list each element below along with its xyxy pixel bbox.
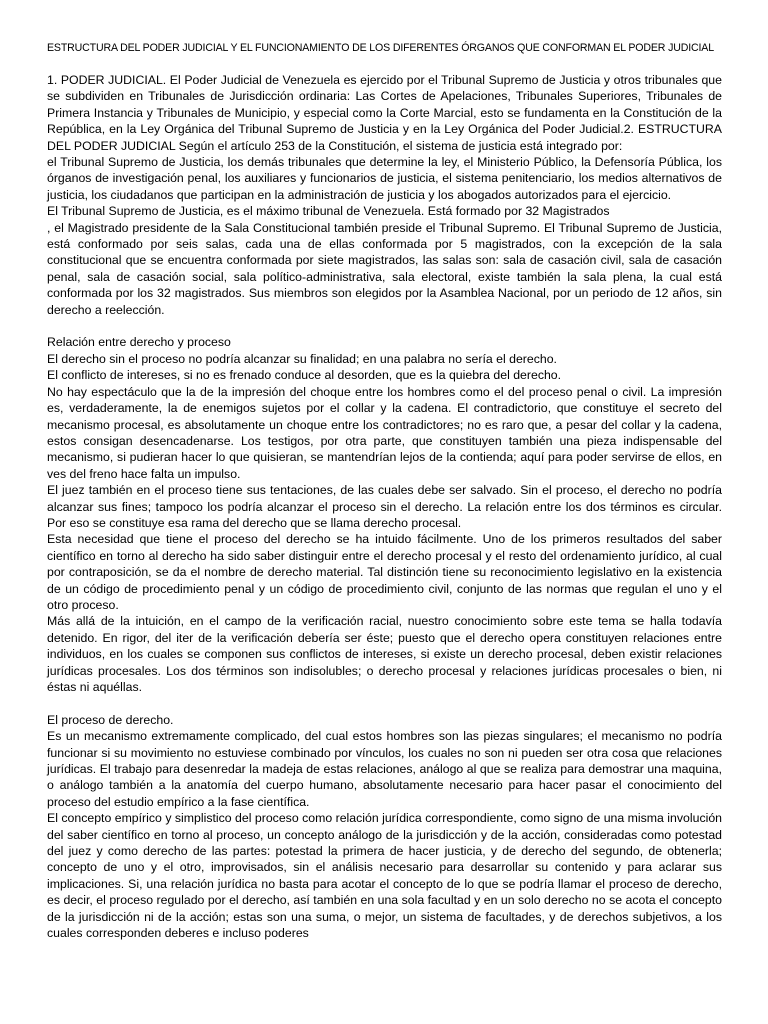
paragraph: El derecho sin el proceso no podría alcanzar su finalidad; en una palabra no sería el derecho. [47, 351, 557, 366]
paragraph: el Tribunal Supremo de Justicia, los demás tribunales que determine la ley, el Ministerio Público, la Defensoría Pública, los órganos de investigación penal, los auxiliares y funcionarios de justicia, el sistema penitenciario, los medios alternativos de justicia, los ciudadanos que participan en la administración de justicia y los abogados autorizados para el ejercicio. [47, 155, 722, 202]
paragraph: El juez también en el proceso tiene sus tentaciones, de las cuales debe ser salvado. Sin el proceso, el derecho no podría alcanzar sus fines; tampoco los podría alcanzar el proceso sin el derecho. La relación entre los dos términos es circular. Por eso se constituye esa rama del derecho que se llama derecho procesal. [47, 483, 722, 530]
blank-line [47, 318, 722, 334]
paragraph: El conflicto de intereses, si no es frenado conduce al desorden, que es la quiebra del derecho. [47, 368, 562, 383]
paragraph: , el Magistrado presidente de la Sala Constitucional también preside el Tribunal Supremo. El Tribunal Supremo de Justicia, está conformado por seis salas, cada una de ellas conformada por 5 magistrados, con la excepción de la sala constitucional que se encuentra conformada por siete magistrados, las salas son: sala de casación civil, sala de casación penal, sala de casación social, sala político-administrativa, sala electoral, existe también la sala plena, la cual está conformada por los 32 magistrados. Sus miembros son elegidos por la Asamblea Nacional, por un periodo de 12 años, sin derecho a reelección. [47, 220, 722, 317]
paragraph: Más allá de la intuición, en el campo de la verificación racial, nuestro conocimiento sobre este tema se halla todavía detenido. En rigor, del iter de la verificación debería ser éste; puesto que el derecho opera constituyen relaciones entre individuos, en los cuales se componen sus conflictos de intereses, si existe un derecho procesal, deben existir relaciones jurídicas procesales. Los dos términos son indisolubles; o derecho procesal y relaciones jurídicas procesales o bien, ni éstas ni aquéllas. [47, 614, 722, 695]
document-page [47, 40, 722, 942]
paragraph: 1. PODER JUDICIAL. El Poder Judicial de Venezuela es ejercido por el Tribunal Supremo de Justicia y otros tribunales que se subdividen en Tribunales de Jurisdicción ordinaria: Las Cortes de Apelaciones, Tribunales Superiores, Tribunales de Primera Instancia y Tribunales de Municipio, y especial como la Corte Marcial, esto se fundamenta en la Constitución de la República, en la Ley Orgánica del Tribunal Supremo de Justicia y en la Ley Orgánica del Poder Judicial.2. ESTRUCTURA DEL PODER JUDICIAL Según el artículo 253 de la Constitución, el sistema de justicia está integrado por: [47, 73, 722, 153]
paragraph: El concepto empírico y simplistico del proceso como relación jurídica correspondiente, como signo de una misma involución del saber científico en torno al proceso, un concepto análogo de la jurisdicción y de la acción, consideradas como potestad del juez y como derecho de las partes: potestad la primera de hacer justicia, y de derecho del segundo, de obtenerla; concepto de uno y el otro, improvisados, sin el análisis necesario para desarrollar su contenido y para aclarar sus implicaciones. Si, una relación jurídica no basta para acotar el concepto de lo que se podría llamar el proceso de derecho, es decir, el proceso regulado por el derecho, así también en una sola facultad y en un solo derecho no se acota el concepto de la jurisdicción ni de la acción; estas son una suma, o mejor, un sistema de facultades, y de derechos subjetivos, a los cuales corresponden deberes e incluso poderes [47, 811, 722, 941]
section-heading: Relación entre derecho y proceso [47, 335, 231, 350]
blank-line [47, 695, 722, 711]
paragraph: No hay espectáculo que la de la impresión del choque entre los hombres como el del proceso penal o civil. La impresión es, verdaderamente, la de enemigos sujetos por el collar y la cadena. El contradictorio, que constituye el secreto del mecanismo procesal, es absolutamente un choque entre los contradictores; no es raro que, a pesar del collar y la cadena, estos consigan desencadenarse. Los testigos, por otra parte, que constituyen también una pieza indispensable del mecanismo, si pudieran hacer lo que quisieran, se mantendrían lejos de la contienda; aquí para poder servirse de ellos, en ves del freno hace falta un impulso. [47, 384, 722, 481]
paragraph: Esta necesidad que tiene el proceso del derecho se ha intuido fácilmente. Uno de los primeros resultados del saber científico en torno al derecho ha sido saber distinguir entre el derecho procesal y el resto del ordenamiento jurídico, al cual por contraposición, se da el nombre de derecho material. Tal distinción tiene su reconocimiento legislativo en la existencia de un código de procedimiento penal y un código de procedimiento civil, conjunto de las normas que regulan el uno y el otro proceso. [47, 532, 722, 612]
section-heading: El proceso de derecho. [47, 712, 174, 727]
paragraph: El Tribunal Supremo de Justicia, es el máximo tribunal de Venezuela. Está formado por 32 Magistrados [47, 204, 610, 219]
document-body [47, 72, 722, 942]
document-title: ESTRUCTURA DEL PODER JUDICIAL Y EL FUNCIONAMIENTO DE LOS DIFERENTES ÓRGANOS QUE CONFORMAN EL PODER JUDICIAL [47, 42, 714, 54]
paragraph: Es un mecanismo extremamente complicado, del cual estos hombres son las piezas singulares; el mecanismo no podría funcionar si su movimiento no estuviese combinado por vínculos, los cuales no son ni pueden ser otra cosa que relaciones jurídicas. El trabajo para desenredar la madeja de estas relaciones, análogo al que se realiza para demostrar una maquina, o análogo también a la anatomía del cuerpo humano, absolutamente necesario para hacer pasar el conocimiento del proceso del estudio empírico a la fase científica. [47, 729, 722, 809]
